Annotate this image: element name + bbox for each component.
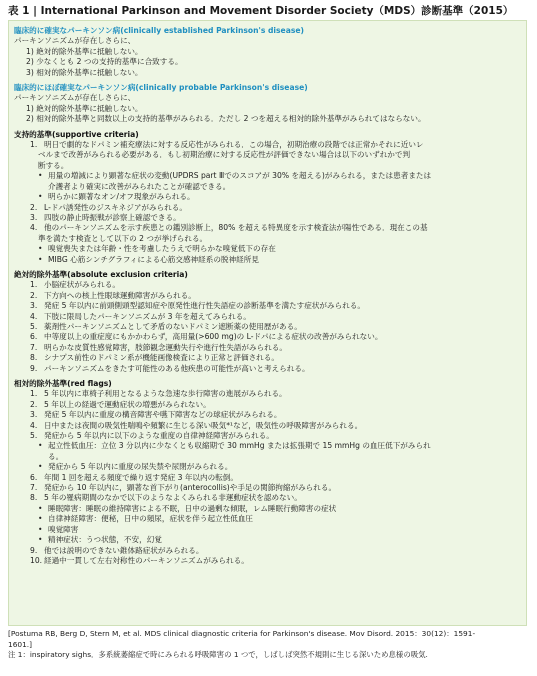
criteria-line [14, 483, 524, 493]
bullet-marker: • [38, 254, 43, 264]
footnotes [8, 629, 530, 661]
established-item: 2) 少なくとも 2 つの支持的基準に合致する。 [26, 57, 183, 67]
criteria-text: 用量の増減により顕著な症状の変動(UPDRS part Ⅲでのスコアが 30% を超える)がみられる，または患者または [48, 171, 432, 181]
criteria-text: 自律神経障害：便秘，日中の頻尿，症状を伴う起立性低血圧 [48, 514, 254, 524]
supportive-list [14, 140, 524, 265]
criteria-line [14, 546, 524, 556]
criteria-text: 発症から 5 年以内に重度の尿失禁や尿閉がみられる。 [48, 462, 233, 472]
established-item: 3) 相対的除外基準に抵触しない。 [26, 67, 143, 77]
criteria-line [14, 504, 524, 514]
bullet-marker: • [38, 192, 43, 202]
item-number: 3. [30, 410, 38, 420]
item-number: 6. [30, 472, 38, 482]
criteria-line [14, 223, 524, 233]
criteria-line [14, 203, 524, 213]
criteria-line [14, 343, 524, 353]
criteria-text: シナプス前性のドパミン系が機能画像検査により正常と評価される。 [44, 353, 279, 363]
criteria-line [14, 244, 524, 254]
criteria-line [14, 150, 524, 160]
item-number: 8. [30, 493, 38, 503]
table-title: 表 1 | International Parkinson and Movement Disorder Society（MDS）診断基準（2015） [8, 5, 514, 17]
established-item: 1) 絶対的除外基準に抵触しない。 [26, 46, 143, 56]
criteria-line [14, 140, 524, 150]
item-number: 5. [30, 321, 38, 331]
criteria-line [14, 332, 524, 342]
criteria-line [14, 535, 524, 545]
criteria-line [14, 322, 524, 332]
criteria-text: る。 [48, 451, 64, 461]
criteria-line [14, 353, 524, 363]
criteria-text: 起立性低血圧：立位 3 分以内に少なくとも収縮期で 30 mmHg または拡張期で 15 mmHg の血圧低下がみられ [48, 441, 431, 451]
criteria-text: 発症から 5 年以内に以下のような重度の自律神経障害がみられる。 [44, 431, 274, 441]
item-number: 5. [30, 431, 38, 441]
criteria-line [14, 389, 524, 399]
criteria-text: 5 年の罹病期間のなかで以下のようなよくみられる非運動症状を認めない。 [44, 493, 302, 503]
item-number: 4. [30, 420, 38, 430]
criteria-line [14, 493, 524, 503]
criteria-text: 明らかに顕著なオン/オフ現象がみられる。 [48, 192, 195, 202]
criteria-text: 断する。 [38, 160, 69, 170]
item-number: 9. [30, 545, 38, 555]
criteria-line [14, 291, 524, 301]
criteria-content [14, 26, 524, 566]
bullet-marker: • [38, 503, 43, 513]
criteria-text: 準を満たす検査として以下の 2 つが挙げられる。 [38, 233, 208, 243]
criteria-text: 日中または夜間の吸気性喘鳴や頻繁に生じる深い吸気*¹など，吸気性の呼吸障害がみられる。 [44, 420, 363, 430]
probable-item: 1) 絶対的除外基準に抵触しない。 [26, 103, 143, 113]
item-number: 3. [30, 212, 38, 222]
criteria-line [14, 431, 524, 441]
red-flags-list [14, 389, 524, 566]
criteria-line [14, 255, 524, 265]
criteria-line [14, 514, 524, 524]
absolute-heading: 絶対的除外基準(absolute exclusion criteria) [14, 269, 188, 279]
established-heading: 臨床的に確実なパーキンソン病(clinically established Parkinson's disease) [14, 26, 304, 35]
item-number: 7. [30, 342, 38, 352]
criteria-text: 嗅覚喪失または年齢・性を考慮したうえで明らかな嗅覚低下の存在 [48, 244, 276, 254]
criteria-line [14, 161, 524, 171]
criteria-text: 精神症状：うつ状態，不安，幻覚 [48, 535, 162, 545]
criteria-line [14, 171, 524, 181]
criteria-text: パーキンソニズムをきたす可能性のある他疾患の可能性が高いと考えられる。 [44, 363, 310, 373]
criteria-text: 四肢の静止時振戦が診察上確認できる。 [44, 212, 181, 222]
criteria-text: 睡眠障害：睡眠の維持障害による不眠，日中の過剰な傾眠，レム睡眠行動障害の症状 [48, 503, 337, 513]
criteria-line [14, 182, 524, 192]
criteria-text: 5 年以上の経過で運動症状の増悪がみられない。 [44, 399, 211, 409]
criteria-text: 発症 5 年以内に前頭側頭型認知症や原発性進行性失語症の診断基準を満たす症状がみられる。 [44, 301, 365, 311]
criteria-line [14, 312, 524, 322]
item-number: 2. [30, 202, 38, 212]
criteria-text: 他のパーキンソニズムを示す疾患との鑑別診断上，80% を超える特異度を示す検査法が陽性である．現在この基 [44, 223, 428, 233]
item-number: 1. [30, 280, 38, 290]
probable-intro: パーキンソニズムが存在しさらに、 [14, 93, 136, 103]
item-number: 2. [30, 290, 38, 300]
criteria-text: 5 年以内に車椅子利用となるような急速な歩行障害の進展がみられる。 [44, 389, 287, 399]
criteria-line [14, 462, 524, 472]
criteria-line [14, 364, 524, 374]
criteria-text: 発症 5 年以内に重度の構音障害や嚥下障害などの球症状がみられる。 [44, 410, 282, 420]
criteria-line [14, 280, 524, 290]
criteria-text: 明日で劇的なドパミン補充療法に対する反応性がみられる．この場合，初期治療の段階では正常かそれに近いレ [44, 140, 424, 150]
criteria-text: 小脳症状がみられる。 [44, 280, 120, 290]
supportive-heading: 支持的基準(supportive criteria) [14, 129, 139, 139]
bullet-marker: • [38, 244, 43, 254]
criteria-line [14, 452, 524, 462]
criteria-text: ベルまで改善がみられる必要がある．もし初期治療に対する反応性が評価できない場合は以下のいずれかで判 [38, 150, 411, 160]
absolute-list [14, 280, 524, 374]
criteria-line [14, 556, 524, 566]
criteria-line [14, 421, 524, 431]
probable-heading: 臨床的にほぼ確実なパーキンソン病(clinically probable Parkinson's disease) [14, 83, 308, 93]
criteria-text: 下方向への核上性眼球運動障害がみられる。 [44, 290, 196, 300]
item-number: 2. [30, 399, 38, 409]
criteria-text: 明らかな皮質性感覚障害，肢節観念運動失行や進行性失語がみられる。 [44, 342, 287, 352]
item-number: 4. [30, 223, 38, 233]
criteria-line [14, 400, 524, 410]
criteria-line [14, 410, 524, 420]
bullet-marker: • [38, 535, 43, 545]
criteria-text: 嗅覚障害 [48, 524, 79, 534]
item-number: 10. [30, 555, 43, 565]
item-number: 7. [30, 483, 38, 493]
item-number: 4. [30, 311, 38, 321]
probable-item: 2) 相対的除外基準と同数以上の支持的基準がみられる．ただし 2 つを超える相対的除外基準がみられてはならない。 [26, 114, 426, 124]
criteria-text: L-ドパ誘発性のジスキネジアがみられる。 [44, 202, 187, 212]
criteria-line [14, 525, 524, 535]
criteria-text: MIBG 心筋シンチグラフィによる心筋交感神経系の脱神経所見 [48, 254, 259, 264]
red-flags-heading: 相対的除外基準(red flags) [14, 379, 112, 388]
footnote: 注 1：inspiratory sighs．多系統萎縮症で時にみられる呼吸障害の 1 つで，しばしば突然不規則に生じる深いため息様の吸気. [8, 650, 428, 659]
criteria-text: 経過中一貫して左右対称性のパーキンソニズムがみられる。 [44, 555, 249, 565]
criteria-text: 介護者より確実に改善がみられたことが確認できる。 [48, 181, 231, 191]
item-number: 1. [30, 389, 38, 399]
item-number: 1. [30, 140, 38, 150]
item-number: 3. [30, 301, 38, 311]
item-number: 6. [30, 332, 38, 342]
criteria-line [14, 192, 524, 202]
bullet-marker: • [38, 441, 43, 451]
bullet-marker: • [38, 514, 43, 524]
bullet-marker: • [38, 462, 43, 472]
criteria-text: 年間 1 回を超える頻度で繰り返す発症 3 年以内の転倒。 [44, 472, 238, 482]
criteria-line [14, 213, 524, 223]
criteria-text: 薬剤性パーキンソニズムとして矛盾のないドパミン遮断薬の使用歴がある。 [44, 321, 302, 331]
criteria-line [14, 441, 524, 451]
criteria-text: 下肢に限局したパーキンソニズムが 3 年を超えてみられる。 [44, 311, 251, 321]
criteria-line [14, 301, 524, 311]
citation-line: [Postuma RB, Berg D, Stern M, et al. MDS clinical diagnostic criteria for Parkinson's disease. Mov Disord. 2015：30(12)：1591- [8, 629, 476, 638]
criteria-line [14, 234, 524, 244]
item-number: 9. [30, 363, 38, 373]
criteria-line [14, 473, 524, 483]
established-intro: パーキンソニズムが存在しさらに、 [14, 36, 136, 46]
criteria-text: 発症から 10 年以内に，顕著な首下がり(anterocollis)や手足の関節拘縮がみられる。 [44, 483, 337, 493]
bullet-marker: • [38, 171, 43, 181]
citation-line: 1601.] [8, 639, 33, 649]
criteria-text: 中等度以上の重症度にもかかわらず，高用量(>600 mg)の L-ドパによる症状の改善がみられない。 [44, 332, 383, 342]
criteria-text: 他では説明のできない錐体路症状がみられる。 [44, 545, 204, 555]
item-number: 8. [30, 353, 38, 363]
bullet-marker: • [38, 524, 43, 534]
